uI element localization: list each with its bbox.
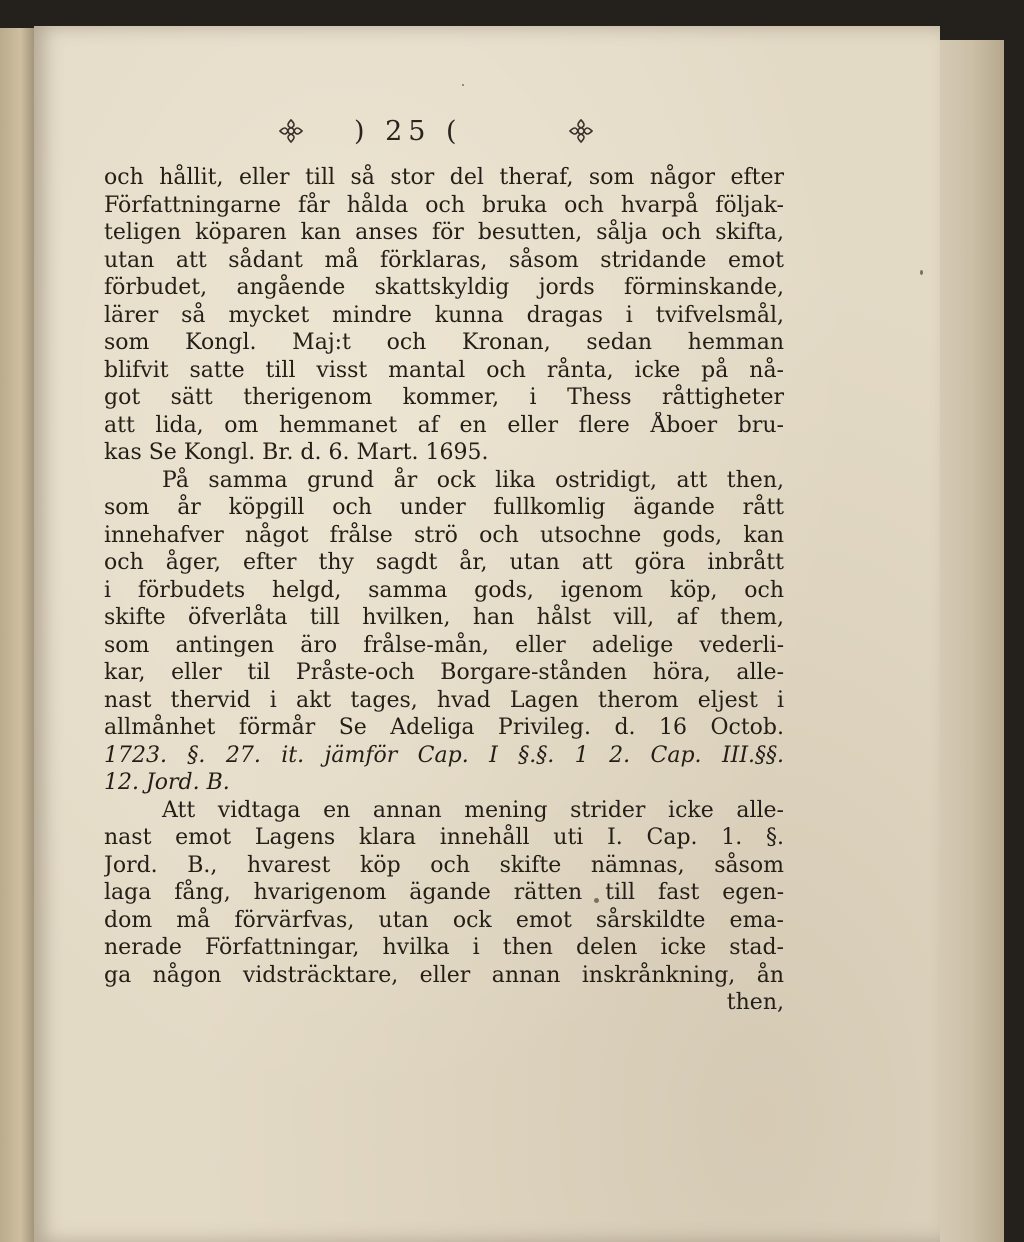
text-line: Jord. B., hvarest köp och skifte nämnas, såsom [104, 852, 784, 878]
text-line: skifte öfverlåta till hvilken, han hålst vill, af them, [104, 605, 784, 630]
text-line: teligen köparen kan anses för besutten, sålja och skifta, [104, 220, 784, 245]
page-header [250, 116, 630, 156]
text-line: i förbudets helgd, samma gods, igenom köp, och [104, 577, 784, 603]
previous-page-edge [0, 28, 34, 1242]
text-line: och åger, efter thy sagdt år, utan att göra inbrått [104, 550, 784, 575]
paper-speck [920, 270, 923, 275]
catchword: then, [726, 990, 784, 1015]
text-line: Författningarne får hålda och bruka och hvarpå följak- [104, 192, 784, 218]
text-line: förbudet, angående skattskyldig jords förminskande, [104, 275, 784, 300]
text-line: blifvit satte till visst mantal och rånta, icke på nå- [104, 357, 784, 383]
text-line: ga någon vidsträcktare, eller annan inskrånkning, ån [104, 962, 784, 988]
citation-line: kas Se Kongl. Br. d. 6. Mart. 1695. [104, 440, 489, 465]
page-body [104, 164, 784, 1017]
citation-line: 1723. §. 27. it. jämför Cap. I §.§. 1 2. Cap. III.§§. [104, 742, 784, 768]
fleuron-icon [568, 118, 594, 144]
text-line: nast emot Lagens klara innehåll uti I. Cap. 1. §. [104, 825, 784, 850]
text-line: laga fång, hvarigenom ägande rätten till fast egen- [104, 880, 784, 905]
text-line: utan att sådant må förklaras, såsom stridande emot [104, 247, 784, 273]
fleuron-icon [278, 118, 304, 144]
paper-speck [462, 84, 464, 86]
right-page-edge [940, 40, 1004, 1242]
text-line: nast thervid i akt tages, hvad Lagen therom eljest i [104, 687, 784, 713]
paragraph-start-line: Att vidtaga en annan mening strider icke alle- [162, 797, 784, 823]
paragraph-start-line: På samma grund år ock lika ostridigt, att then, [162, 467, 784, 493]
text-line: som år köpgill och under fullkomlig ägande rått [104, 495, 784, 520]
text-line: kar, eller til Pråste-och Borgare-stånden höra, alle- [104, 660, 784, 685]
page-number-header: ) 25 ( [354, 116, 463, 147]
text-line: got sätt therigenom kommer, i Thess råttigheter [104, 385, 784, 410]
text-line: och hållit, eller till så stor del theraf, som någor efter [104, 165, 784, 190]
text-line: nerade Författningar, hvilka i then delen icke stad- [104, 935, 784, 960]
citation-line: 12. Jord. B. [104, 770, 230, 795]
text-line: innehafver något frålse strö och utsochne gods, kan [104, 522, 784, 548]
text-line: dom må förvärfvas, utan ock emot sårskildte ema- [104, 907, 784, 933]
citation-line: allmånhet förmår Se Adeliga Privileg. d. 16 Octob. [104, 715, 784, 740]
text-line: att lida, om hemmanet af en eller flere Åboer bru- [104, 412, 784, 438]
text-line: lärer så mycket mindre kunna dragas i tvifvelsmål, [104, 302, 784, 328]
text-line: som antingen äro frålse-mån, eller adelige vederli- [104, 632, 784, 658]
text-line: som Kongl. Maj:t och Kronan, sedan hemman [104, 330, 784, 355]
